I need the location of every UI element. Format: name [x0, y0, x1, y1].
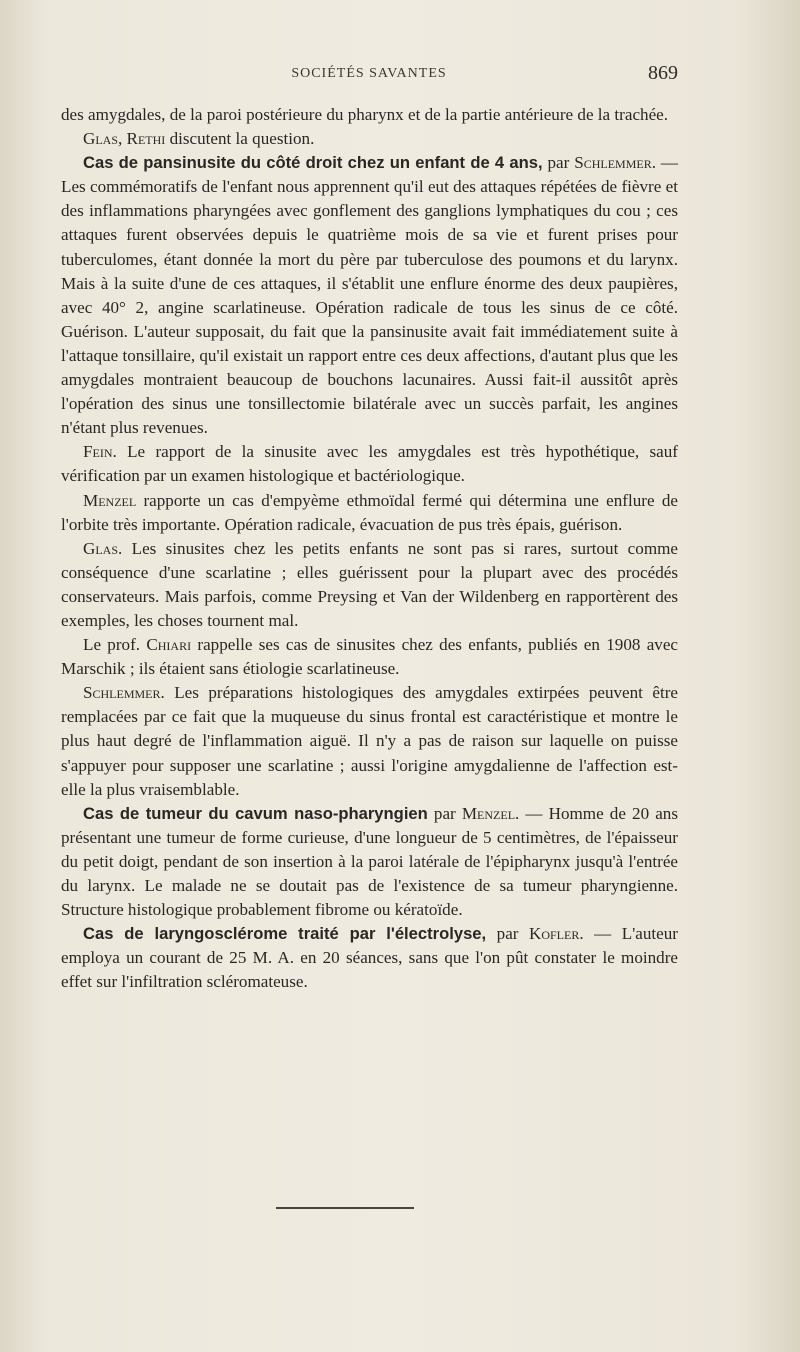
- case-heading: Cas de pansinusite du côté droit chez un enfant de 4 ans,: [83, 153, 543, 173]
- by-word: par: [486, 924, 529, 944]
- speaker-prefix: Le prof.: [83, 635, 147, 655]
- page-number: 869: [648, 62, 678, 84]
- paragraph-text: des amygdales, de la paroi postérieure du pharynx et de la partie antérieure de la trachée.: [61, 105, 669, 124]
- paragraph-text: . Les préparations histologiques des amygdales extirpées peuvent être remplacées par ce fait que la muqueuse du sinus frontal est caractéristique et montre le plus haut degré de l'inflammation aiguë. Il n'y a pas de raison sur laquelle on puisse s'appuyer pour supposer une scarlatine ; aussi l'origine amygdalienne de l'affection est-elle la plus vraisemblable.: [61, 683, 678, 799]
- speaker-name: Fein: [83, 442, 113, 462]
- speaker-name: Schlemmer: [83, 683, 161, 703]
- case-heading: Cas de laryngosclérome traité par l'électrolyse,: [83, 924, 487, 944]
- paragraph-text: . — Les commémoratifs de l'enfant nous apprennent qu'il eut des attaques répétées de fièvre et des inflammations pharyngées avec gonflement des ganglions lymphatiques du cou ; ces attaques furent observées depuis le quatrième mois de sa vie et furent prises pour tuberculomes, étant donnée la mort du père par tuberculose des poumons et du larynx. Mais à la suite d'une de ces attaques, il s'établit une enflure énorme des deux paupières, avec 40° 2, angine scarlatineuse. Opération radicale de tous les sinus de ce côté. Guérison. L'auteur supposait, du fait que la pansinusite avait fait immédiatement suite à l'attaque tonsillaire, qu'il existait un rapport entre ces deux affections, d'autant plus que les amygdales montraient beaucoup de bouchons lacunaires. Aussi fait-il aussitôt après l'opération des sinus une tonsillectomie bilatérale avec un succès parfait, les angines n'étant plus revenues.: [61, 153, 678, 438]
- by-word: par: [542, 153, 575, 173]
- paragraph-menzel: [61, 489, 678, 537]
- page-header: [60, 62, 678, 88]
- paragraph-chiari: [61, 633, 678, 681]
- paragraph-text: . Le rapport de la sinusite avec les amygdales est très hypothétique, sauf vérification par un examen histologique et bactériologique.: [61, 442, 678, 486]
- paragraph-text: . — Homme de 20 ans présentant une tumeur de forme curieuse, d'une longueur de 5 centimètres, de l'épaisseur du petit doigt, pendant de son insertion à la paroi latérale de l'épipharynx jusqu'à l'entrée du larynx. Le malade ne se doutait pas de l'existence de sa tumeur pharyngienne. Structure histologique probablement fibrome ou kératoïde.: [61, 803, 679, 920]
- paragraph-fein: [61, 440, 678, 488]
- paragraph-text: . Les sinusites chez les petits enfants ne sont pas si rares, surtout comme conséquence d'une scarlatine ; elles guérissent pour la plupart avec des procédés conservateurs. Mais parfois, comme Preysing et Van der Wildenberg en rapportèrent des exemples, les choses tournent mal.: [61, 538, 678, 630]
- speaker-names: Glas, Rethi: [83, 129, 166, 149]
- paragraph-text: discutent la question.: [165, 129, 315, 149]
- paragraph-schlemmer: [61, 681, 678, 801]
- case-heading: Cas de tumeur du cavum naso-pharyngien: [83, 803, 428, 823]
- paragraph-continuation: [61, 103, 678, 127]
- section-divider-rule: [276, 1207, 414, 1209]
- author-name: Kofler: [529, 924, 580, 944]
- paragraph-glas: [61, 537, 678, 633]
- paragraph-case-laryngosclerome: [61, 922, 678, 994]
- speaker-name: Glas: [83, 538, 119, 558]
- body-text: [61, 103, 678, 994]
- author-name: Schlemmer: [574, 153, 652, 173]
- author-name: Menzel: [461, 803, 516, 823]
- speaker-name: Chiari: [146, 635, 192, 655]
- paragraph-text: . — L'auteur employa un courant de 25 M. A. en 20 séances, sans que l'on pût constater le moindre effet sur l'infiltration scléromateuse.: [61, 924, 678, 992]
- paragraph-case-tumeur: [61, 802, 678, 922]
- paragraph-case-pansinusite: [61, 151, 678, 440]
- running-title: SOCIÉTÉS SAVANTES: [291, 66, 447, 81]
- paragraph-text: rappelle ses cas de sinusites chez des enfants, publiés en 1908 avec Marschik ; ils étaient sans étiologie scarlatineuse.: [61, 635, 679, 679]
- by-word: par: [427, 803, 462, 823]
- paragraph-discussion: [61, 127, 678, 151]
- paragraph-text: rapporte un cas d'empyème ethmoïdal fermé qui détermina une enflure de l'orbite très importante. Opération radicale, évacuation de pus très épais, guérison.: [61, 490, 678, 534]
- speaker-name: Menzel: [83, 490, 137, 510]
